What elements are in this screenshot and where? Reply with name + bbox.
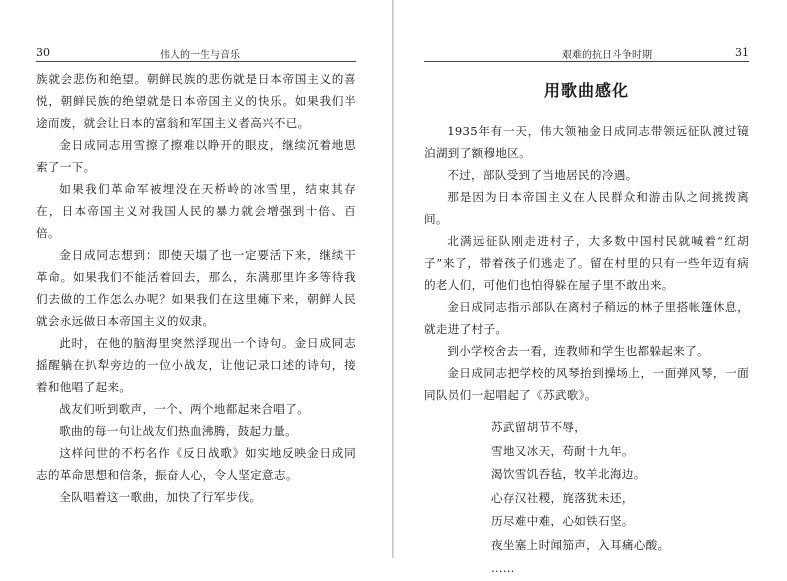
paragraph: 北满远征队刚走进村子，大多数中国村民就喊着“红胡子”来了，带着孩子们逃走了。留在村里的只有一些年迈有病的老人们，可他们也怕得躲在屋子里不敢出来。 bbox=[424, 234, 749, 292]
poem-line: …… bbox=[491, 561, 515, 575]
page-number: 30 bbox=[36, 46, 50, 59]
header-rule bbox=[36, 61, 356, 62]
paragraph: 金日成同志指示部队在离村子稍远的林子里搭帐篷休息，就走进了村子。 bbox=[424, 300, 749, 336]
paragraph: 金日成同志想到：即使天塌了也一定要活下来，继续干革命。如果我们不能活着回去，那么，东满那里许多等待我们去做的工作怎么办呢？如果我们在这里瘫下来，朝鲜人民就会永远做日本帝国主义的奴隶。 bbox=[36, 248, 356, 328]
poem-line: 夜坐塞上时闻笳声，入耳痛心酸。 bbox=[491, 537, 670, 552]
left-page-body bbox=[36, 68, 356, 508]
poem-line: 雪地又冰天，苟耐十九年。 bbox=[491, 443, 634, 458]
poem-line: 渴饮雪饥吞毡，牧羊北海边。 bbox=[491, 467, 646, 481]
paragraph: 此时，在他的脑海里突然浮现出一个诗句。金日成同志摇醒躺在扒犁旁边的一位小战友，让他记录口述的诗句，接着和他唱了起来。 bbox=[36, 336, 356, 394]
paragraph: 到小学校舍去一看，连教师和学生也都躲起来了。 bbox=[447, 344, 709, 358]
paragraph: 族就会悲伤和绝望。朝鲜民族的悲伤就是日本帝国主义的喜悦，朝鲜民族的绝望就是日本帝国主义的快乐。如果我们半途而废，就会让日本的富翁和军国主义者高兴不已。 bbox=[36, 72, 356, 130]
paragraph: 1935年有一天，伟大领袖金日成同志带领远征队渡过镜泊湖到了额穆地区。 bbox=[424, 124, 749, 160]
right-page bbox=[394, 0, 787, 575]
paragraph: 那是因为日本帝国主义在人民群众和游击队之间挑拨离间。 bbox=[424, 190, 749, 226]
poem-line: 苏武留胡节不辱， bbox=[491, 420, 587, 434]
paragraph: 全队唱着这一歌曲，加快了行军步伐。 bbox=[59, 490, 262, 504]
page-number: 31 bbox=[735, 46, 749, 59]
poem-block bbox=[424, 416, 749, 581]
paragraph: 战友们听到歌声，一个、两个地都起来合唱了。 bbox=[59, 402, 309, 416]
right-page-body bbox=[424, 68, 749, 581]
paragraph: 这样问世的不朽名作《反日战歌》如实地反映金日成同志的革命思想和信条，振奋人心，令人坚定意志。 bbox=[36, 446, 356, 482]
poem-line: 历尽难中难，心如铁石坚。 bbox=[491, 514, 634, 528]
paragraph: 不过，部队受到了当地居民的冷遇。 bbox=[447, 168, 638, 182]
left-page-header bbox=[36, 44, 356, 62]
running-head: 伟人的一生与音乐 bbox=[160, 50, 240, 61]
paragraph: 歌曲的每一句让战友们热血沸腾，鼓起力量。 bbox=[59, 424, 298, 438]
paragraph: 如果我们革命军被埋没在天桥岭的冰雪里，结束其存在，日本帝国主义对我国人民的暴力就会增强到十倍、百倍。 bbox=[36, 182, 356, 240]
chapter-title: 用歌曲感化 bbox=[543, 81, 629, 100]
paragraph: 金日成同志用雪擦了擦难以睁开的眼皮，继续沉着地思索了一下。 bbox=[36, 138, 356, 174]
left-page bbox=[0, 0, 393, 558]
paragraph: 金日成同志把学校的风琴抬到操场上，一面弹风琴，一面同队员们一起唱起了《苏武歌》。 bbox=[424, 366, 749, 402]
poem-line: 心存汉社稷，旄落犹未还， bbox=[491, 490, 634, 505]
right-page-header bbox=[424, 44, 749, 62]
running-head: 艰难的抗日斗争时期 bbox=[562, 50, 652, 61]
header-rule bbox=[424, 61, 749, 62]
